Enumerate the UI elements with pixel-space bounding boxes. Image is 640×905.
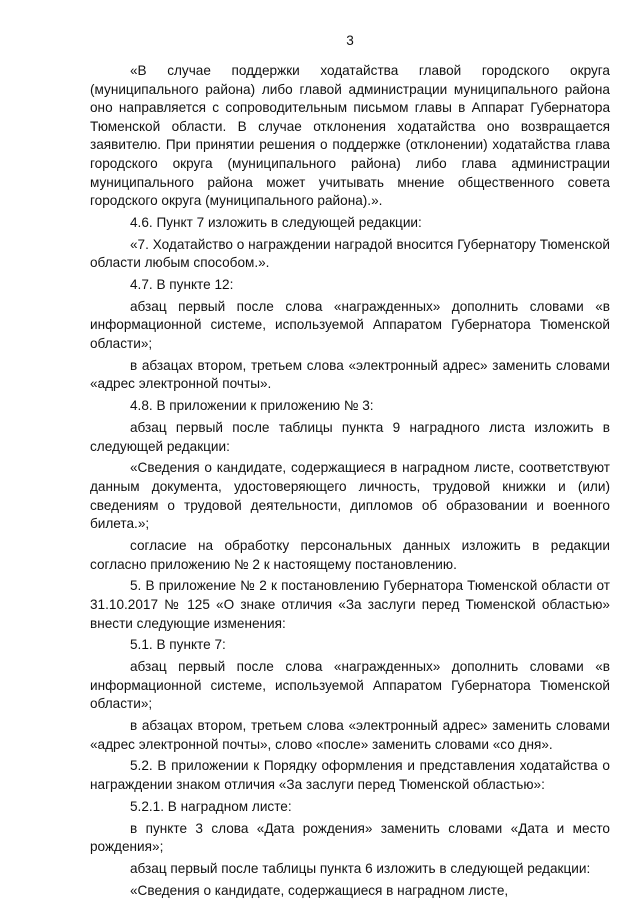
paragraph: 5. В приложение № 2 к постановлению Губернатора Тюменской области от 31.10.2017 № 125 «О знаке отличия «За заслуги перед Тюменской областью» внести следующие изменения: [90,578,610,631]
paragraph: 4.8. В приложении к приложению № 3: [130,398,374,414]
paragraph: «В случае поддержки ходатайства главой городского округа (муниципального района) либо главой администрации муниципального района оно направляется с сопроводительным письмом главы в Аппарат Губернатора Тюменской области. В случае отклонения ходатайства оно возвращается заявителю. При принятии решения о поддержке (отклонении) ходатайства глава городского округа (муниципального района) либо глава администрации муниципального района может учитывать мнение общественного совета городского округа (муниципального района).». [90,63,610,209]
paragraph: в абзацах втором, третьем слова «электронный адрес» заменить словами «адрес электронной почты». [90,357,610,392]
paragraph: «Сведения о кандидате, содержащиеся в наградном листе, [130,882,509,898]
paragraph: абзац первый после слова «награжденных» дополнить словами «в информационной системе, используемой Аппаратом Губернатора Тюменской области»; [90,659,610,712]
page-number: 3 [346,33,354,48]
paragraph: абзац первый после таблицы пункта 9 наградного листа изложить в следующей редакции: [90,420,610,454]
paragraph: 4.6. Пункт 7 изложить в следующей редакции: [130,214,422,230]
paragraph: абзац первый после слова «награжденных» дополнить словами «в информационной системе, используемой Аппаратом Губернатора Тюменской области»; [90,298,610,352]
paragraph: 5.2. В приложении к Порядку оформления и представления ходатайства о награждении знаком отличия «За заслуги перед Тюменской областью»: [90,758,610,792]
paragraph: 4.7. В пункте 12: [130,277,234,293]
paragraph: согласие на обработку персональных данных изложить в редакции согласно приложению № 2 к настоящему постановлению. [90,537,610,572]
paragraph: абзац первый после таблицы пункта 6 изложить в следующей редакции: [130,860,591,876]
paragraph: «Сведения о кандидате, содержащиеся в наградном листе, соответствуют данным документа, удостоверяющего личность, трудовой книжки и (или) сведениям о трудовой деятельности, дипломов об образовании и военного билета.»; [90,460,610,532]
paragraph: 5.1. В пункте 7: [130,637,226,653]
paragraph: в абзацах втором, третьем слова «электронный адрес» заменить словами «адрес электронной почты», слово «после» заменить словами «со дня». [90,718,610,752]
paragraph: 5.2.1. В наградном листе: [130,798,292,814]
document-body [90,62,610,904]
paragraph: в пункте 3 слова «Дата рождения» заменить словами «Дата и место рождения»; [90,820,610,855]
paragraph: «7. Ходатайство о награждении наградой вносится Губернатору Тюменской области любым способом.». [90,236,610,271]
